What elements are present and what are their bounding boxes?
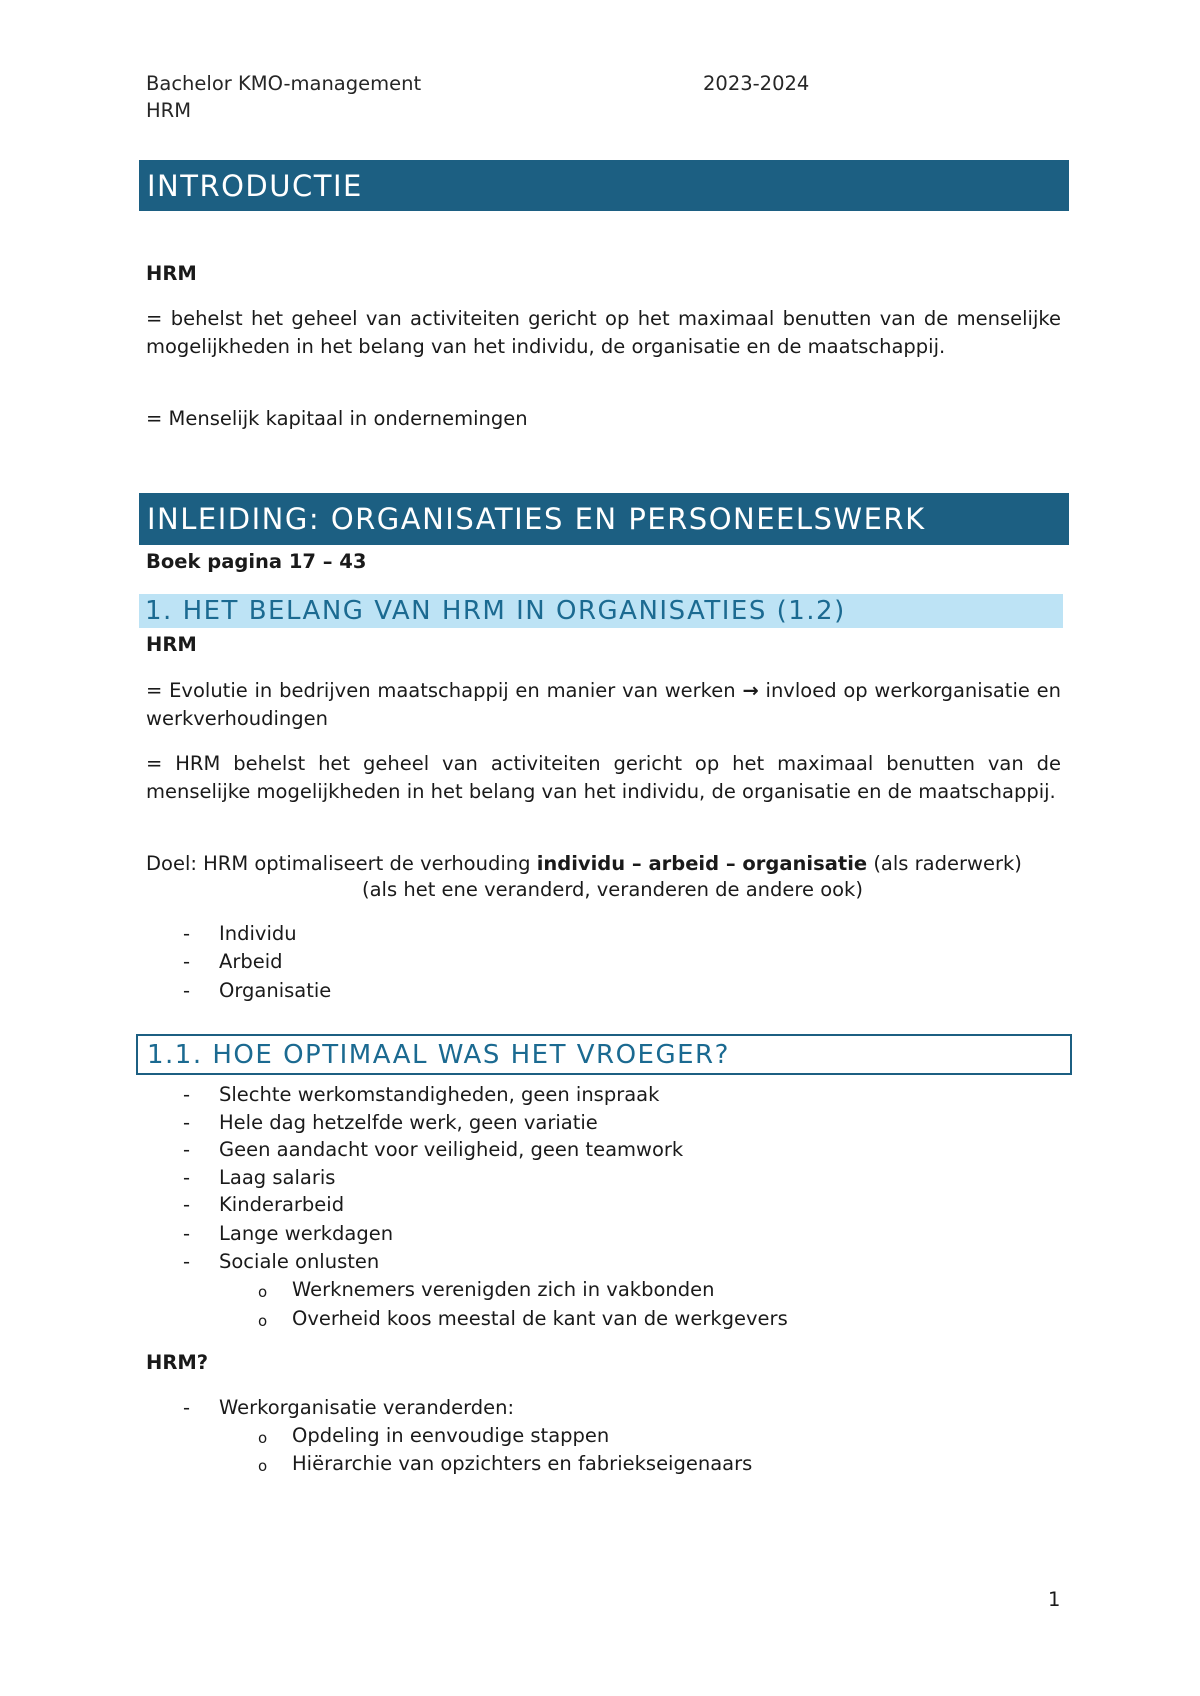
list-item: Kinderarbeid — [219, 1193, 345, 1216]
sublist-item: Overheid koos meestal de kant van de werkgevers — [292, 1307, 788, 1330]
list-item: Organisatie — [219, 979, 332, 1002]
intro-definition-2: = Menselijk kapitaal in ondernemingen — [146, 407, 528, 430]
list-dash: - — [183, 1166, 191, 1189]
list-item: Sociale onlusten — [219, 1250, 380, 1273]
list-bullet: o — [258, 1312, 268, 1330]
list-item: Individu — [219, 922, 297, 945]
sublist-item: Opdeling in eenvoudige stappen — [292, 1424, 610, 1447]
section1-paragraph-2: = HRM behelst het geheel van activiteiten gericht op het maximaal benutten van de menselijke mogelijkheden in het belang van het individu, de organisatie en de maatschappij. — [146, 752, 1061, 803]
list-item: Lange werkdagen — [219, 1222, 394, 1245]
section1-paragraph-1 — [146, 677, 1061, 732]
list-dash: - — [183, 922, 191, 945]
list-dash: - — [183, 1111, 191, 1134]
list-item: Geen aandacht voor veiligheid, geen teamwork — [219, 1138, 684, 1161]
goal-prefix: Doel: HRM optimaliseert de verhouding — [146, 852, 531, 875]
section1-heading: 1. HET BELANG VAN HRM IN ORGANISATIES (1.2) — [139, 594, 1063, 628]
goal-mid: (als raderwerk) — [873, 852, 1022, 875]
inleiding-banner: INLEIDING: ORGANISATIES EN PERSONEELSWERK — [139, 493, 1069, 545]
section1-goal — [146, 850, 1061, 878]
header-year: 2023-2024 — [703, 72, 810, 95]
list-item: Laag salaris — [219, 1166, 336, 1189]
list-dash: - — [183, 950, 191, 973]
list-bullet: o — [258, 1429, 268, 1447]
section1-p1-before: = Evolutie in bedrijven maatschappij en manier van werken — [146, 679, 736, 702]
section1-term: HRM — [146, 633, 197, 656]
list-item: Slechte werkomstandigheden, geen inspraak — [219, 1083, 660, 1106]
list-dash: - — [183, 1138, 191, 1161]
list-dash: - — [183, 1250, 191, 1273]
section1-p1-after: invloed op werkorganisatie en werkverhoudingen — [146, 679, 1061, 730]
list-dash: - — [183, 1193, 191, 1216]
list-dash: - — [183, 979, 191, 1002]
list-dash: - — [183, 1396, 191, 1419]
list-item: Hele dag hetzelfde werk, geen variatie — [219, 1111, 598, 1134]
section11-heading: 1.1. HOE OPTIMAAL WAS HET VROEGER? — [136, 1034, 1072, 1075]
list-item: Arbeid — [219, 950, 283, 973]
intro-term: HRM — [146, 262, 197, 285]
page-number: 1 — [1048, 1588, 1061, 1611]
sublist-item: Werknemers verenigden zich in vakbonden — [292, 1278, 715, 1301]
list-dash: - — [183, 1083, 191, 1106]
right-arrow-icon: → — [742, 679, 759, 702]
list-item: Werkorganisatie veranderden: — [219, 1396, 515, 1419]
goal-bold: individu – arbeid – organisatie — [536, 852, 868, 875]
hrm-question: HRM? — [146, 1351, 209, 1374]
inleiding-pages: Boek pagina 17 – 43 — [146, 550, 367, 573]
goal-note: (als het ene veranderd, veranderen de andere ook) — [362, 878, 863, 901]
sublist-item: Hiërarchie van opzichters en fabriekseigenaars — [292, 1452, 753, 1475]
intro-banner: INTRODUCTIE — [139, 160, 1069, 211]
intro-definition-1: = behelst het geheel van activiteiten gericht op het maximaal benutten van de menselijke mogelijkheden in het belang van het individu, de organisatie en de maatschappij. — [146, 307, 1061, 358]
list-bullet: o — [258, 1283, 268, 1301]
header-course: Bachelor KMO-management — [146, 72, 422, 95]
header-subject: HRM — [146, 99, 192, 122]
list-bullet: o — [258, 1457, 268, 1475]
list-dash: - — [183, 1222, 191, 1245]
